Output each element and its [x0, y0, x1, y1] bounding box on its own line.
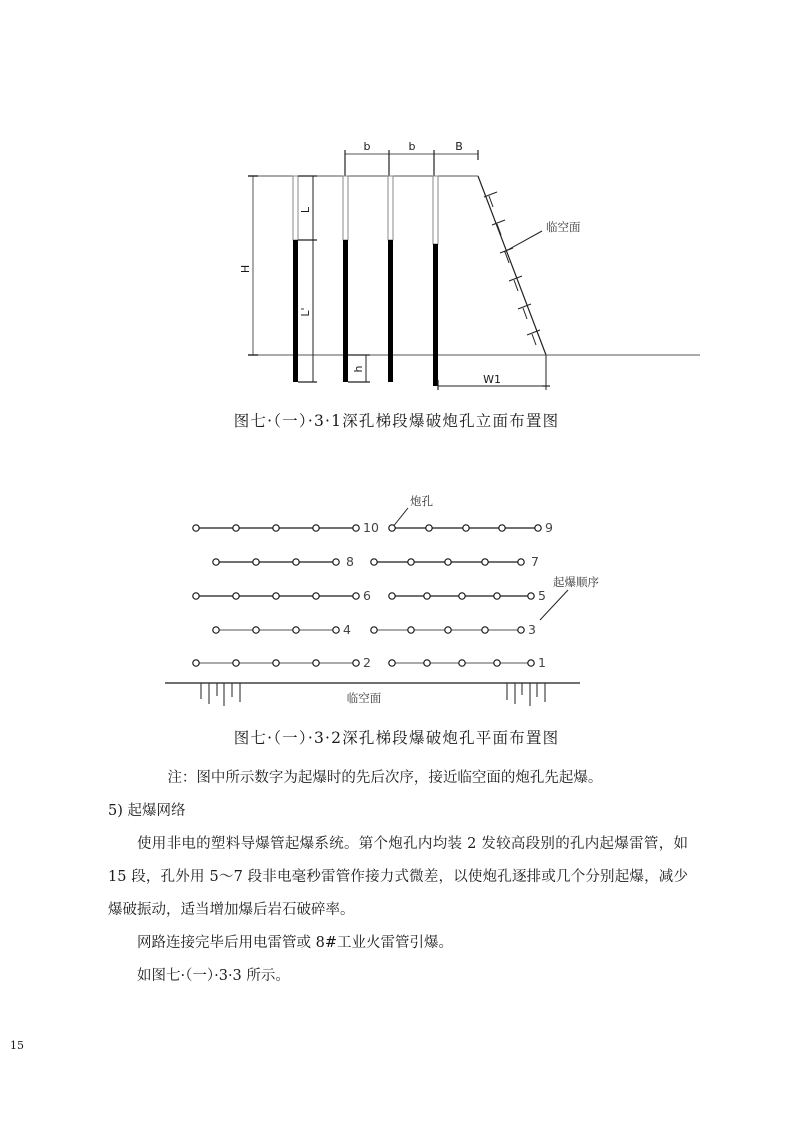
- free-face-line-fig2: [165, 683, 580, 706]
- blast-hole-4: [433, 176, 438, 386]
- slope-face: [478, 176, 581, 355]
- row-number-3: 3: [528, 622, 536, 637]
- hole-row-10: [193, 520, 379, 535]
- row-number-8: 8: [346, 554, 354, 569]
- row-number-1: 1: [538, 655, 546, 670]
- row-number-2: 2: [363, 655, 371, 670]
- free-face-label-fig1: 临空面: [546, 220, 581, 234]
- blast-hole-3: [388, 176, 393, 382]
- hole-row-8: [213, 554, 354, 569]
- hole-row-9: [389, 520, 553, 535]
- hole-row-2: [193, 655, 371, 670]
- dim-H: [239, 176, 258, 355]
- section-heading-5: 5) 起爆网络: [108, 803, 186, 820]
- page-number: 15: [10, 1039, 24, 1052]
- dim-L-prime: [298, 240, 317, 382]
- dim-label-H: H: [239, 264, 252, 274]
- row-number-7: 7: [531, 554, 539, 569]
- figure-2-svg: [0, 480, 793, 715]
- figure-2-plan-diagram: [0, 480, 793, 715]
- paragraph-3: 如图七·（一）·3·3 所示。: [137, 968, 290, 985]
- dim-W1: [438, 355, 550, 390]
- blast-hole-1: [293, 176, 298, 382]
- hole-row-7: [371, 554, 539, 569]
- dim-L: [298, 176, 317, 240]
- top-dimension-chain: [345, 140, 478, 176]
- blast-hole-2: [343, 176, 348, 382]
- hole-row-5: [389, 588, 546, 603]
- dim-h: [348, 355, 370, 382]
- row-number-6: 6: [363, 588, 371, 603]
- paragraph-1: 使用非电的塑料导爆管起爆系统。第个炮孔内均装 2 发较高段别的孔内起爆雷管，如 15 段，孔外用 5～7 段非电毫秒雷管作接力式微差，以使炮孔逐排或几个分别起爆，减少爆破振动，适当增加爆后岩石破碎率。: [108, 836, 688, 919]
- dim-label-L-prime: L': [299, 307, 312, 317]
- dim-label-W1: W1: [483, 373, 501, 386]
- blast-hole-label: 炮孔: [410, 494, 433, 508]
- hole-row-4: [213, 622, 351, 637]
- figure-1-elevation-diagram: [0, 0, 793, 400]
- figure-note: 注：图中所示数字为起爆时的先后次序，接近临空面的炮孔先起爆。: [167, 770, 603, 786]
- row-number-4: 4: [343, 622, 351, 637]
- detonation-sequence-annotation: [540, 575, 599, 620]
- row-number-5: 5: [538, 588, 546, 603]
- dim-label-h: h: [352, 365, 365, 373]
- row-number-9: 9: [545, 520, 553, 535]
- row-number-10: 10: [363, 520, 379, 535]
- detonation-sequence-label: 起爆顺序: [553, 575, 599, 589]
- dim-label-b1: b: [363, 140, 371, 153]
- dim-label-b2: b: [408, 140, 416, 153]
- figure-1-caption: 图七·（一）·3·1深孔梯段爆破炮孔立面布置图: [233, 412, 560, 430]
- figure-2-caption: 图七·（一）·3·2深孔梯段爆破炮孔平面布置图: [233, 729, 560, 747]
- paragraph-2: 网路连接完毕后用电雷管或 8#工业火雷管引爆。: [137, 935, 453, 952]
- hole-row-3: [371, 622, 536, 637]
- dim-label-L: L: [299, 206, 312, 214]
- blast-hole-annotation: [392, 494, 433, 528]
- hole-row-1: [389, 655, 546, 670]
- free-face-label-fig2: 临空面: [346, 691, 382, 705]
- body-text-block: [108, 762, 688, 993]
- hole-row-6: [193, 588, 371, 603]
- figure-1-svg: [0, 0, 793, 400]
- dim-label-B: B: [455, 140, 463, 153]
